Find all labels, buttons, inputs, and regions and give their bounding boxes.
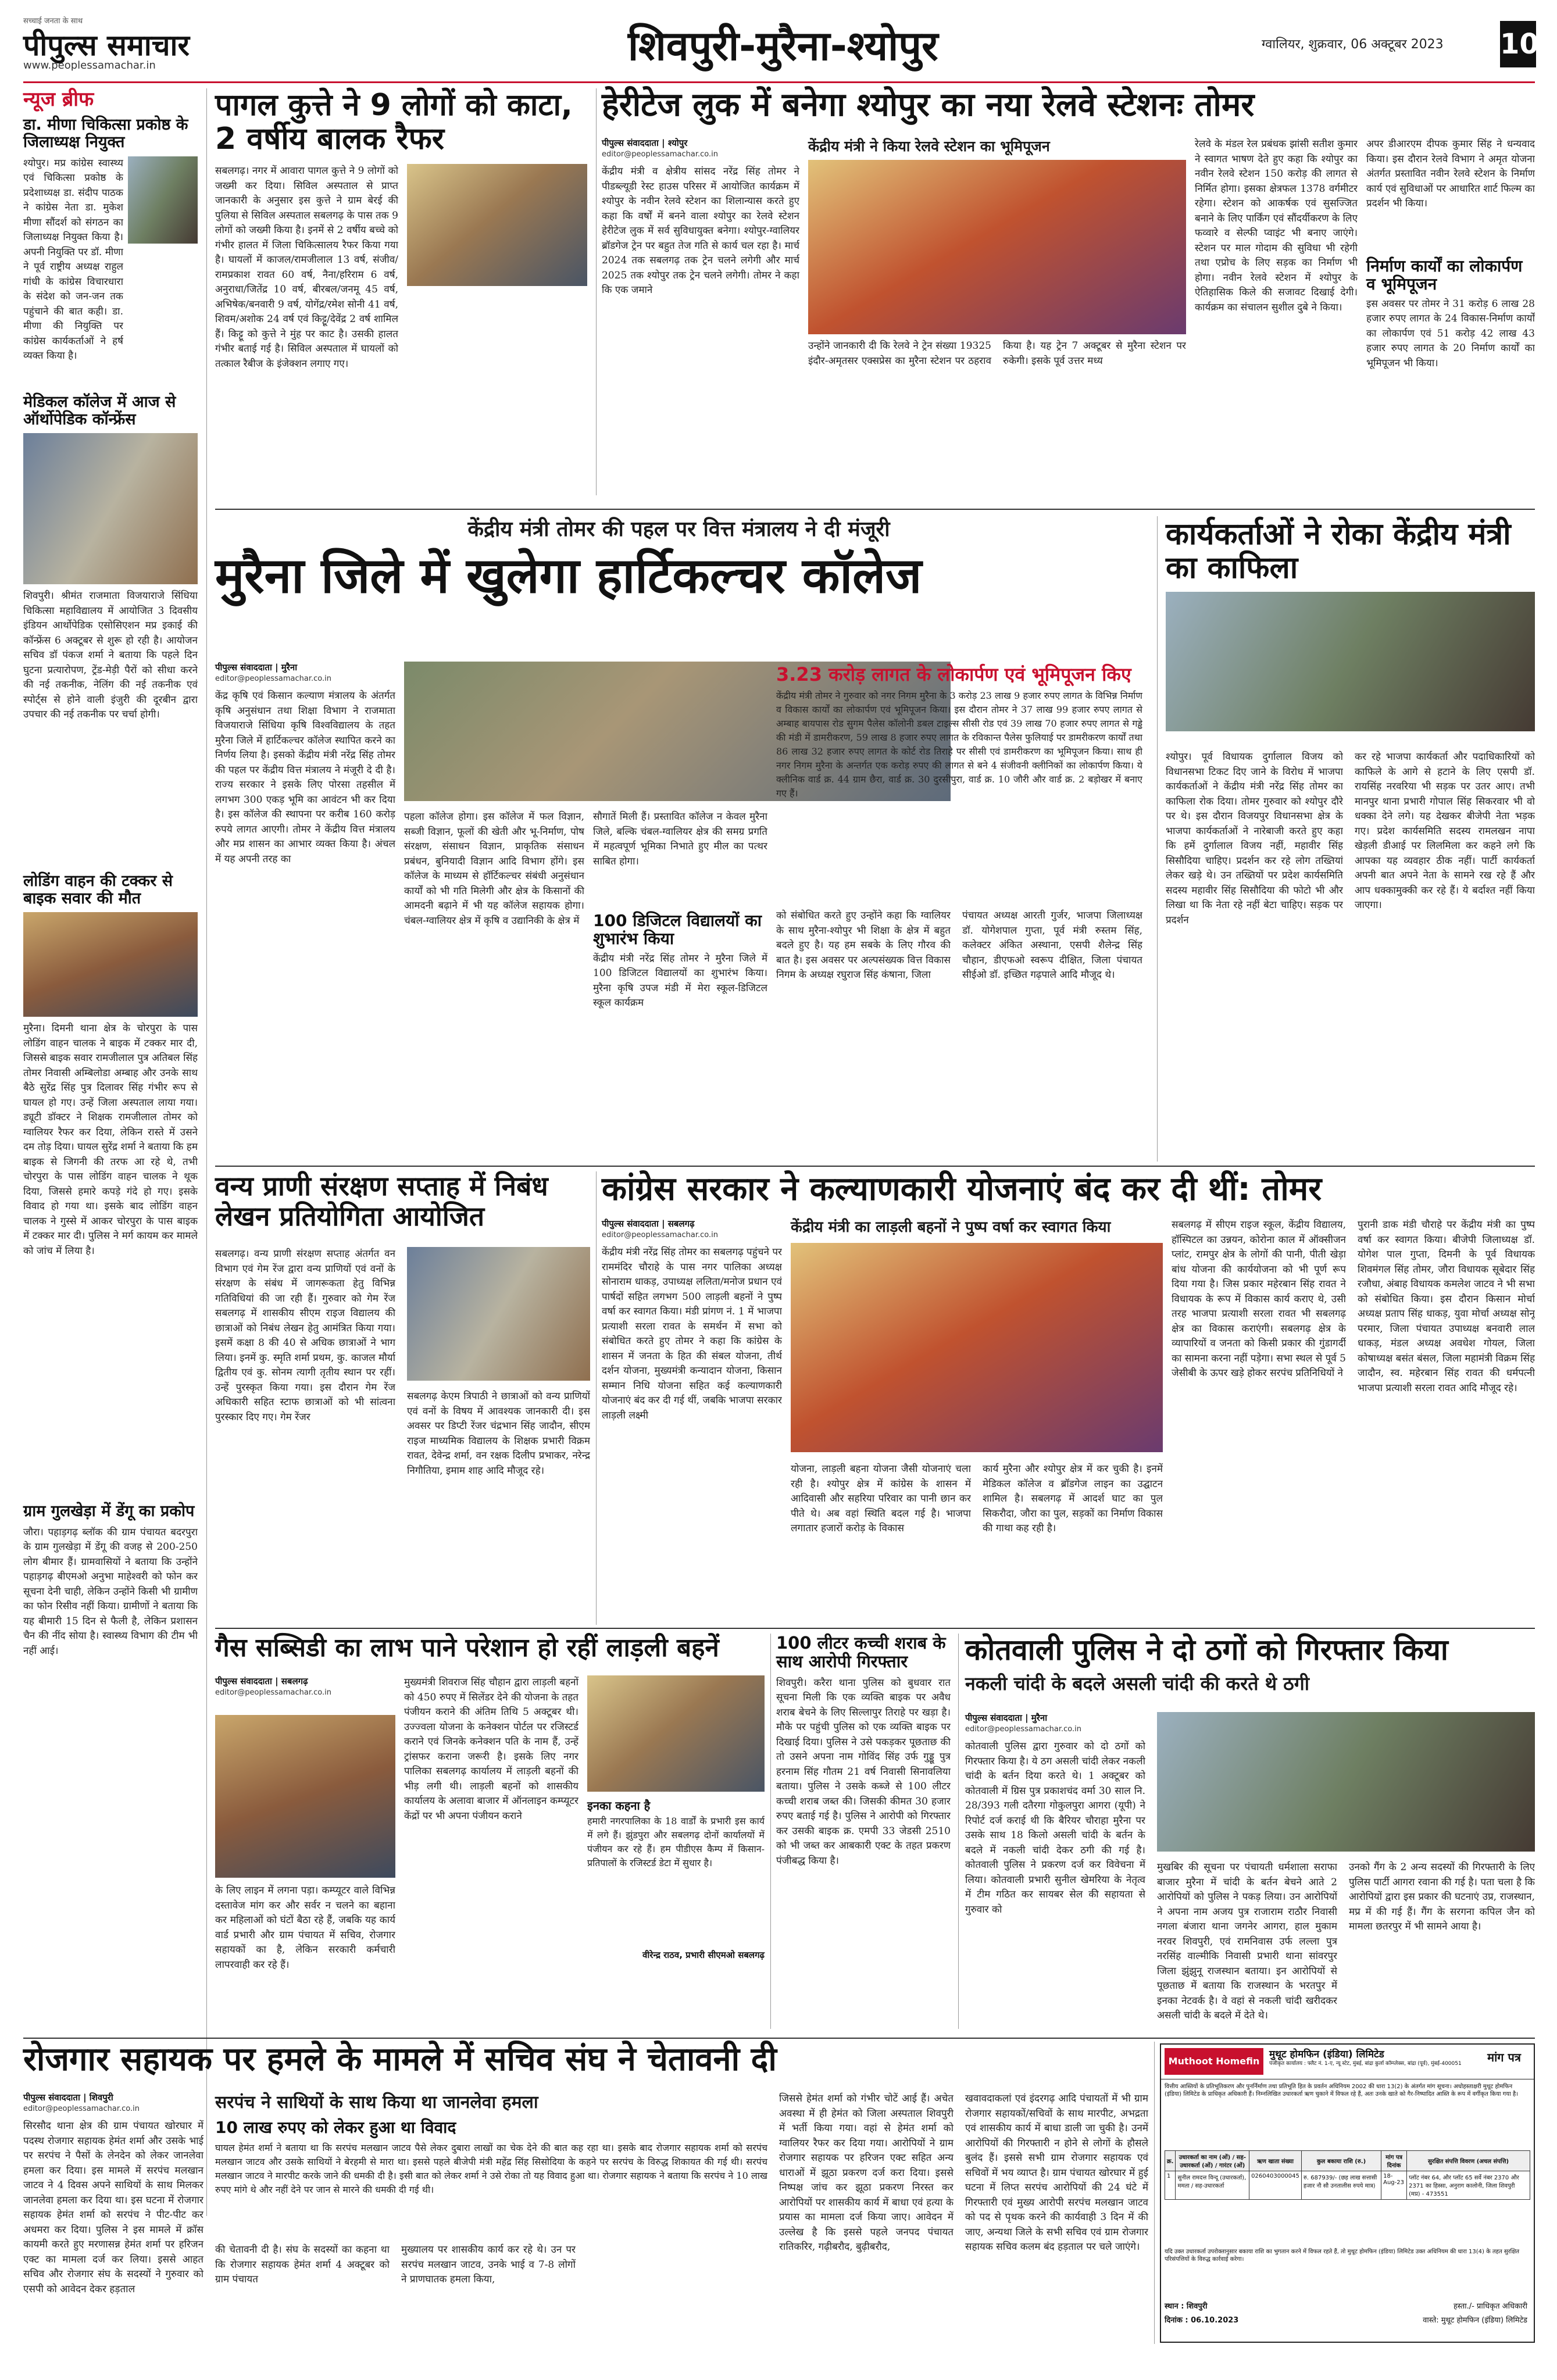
byline-email: editor@peoplessamachar.co.in (602, 1231, 718, 1239)
story-headline: रोजगार सहायक पर हमले के मामले में सचिव संघ ने चेतावनी दी (23, 2040, 777, 2078)
story-column: उन्होंने जानकारी दी कि रेलवे ने ट्रेन संख्या 19325 इंदौर-अमृतसर एक्सप्रेस का मुरैना स्टेशन पर ठहराव किया है। यह ट्रेन 7 अक्टूबर से मुरैना स्टेशन पर रुकेगी। इसके पूर्व उत्तर मध्य (808, 340, 1186, 367)
subhead-secondary: 10 लाख रुपए को लेकर हुआ था विवाद (215, 2117, 456, 2137)
story-headline: वन्य प्राणी संरक्षण सप्ताह में निबंध लेखन प्रतियोगिता आयोजित (215, 1170, 548, 1232)
story-column: जिससे हेमंत शर्मा को गंभीर चोटें आई हैं। अचेत अवस्था में ही हेमंत को जिला अस्पताल शिवपुरी में भर्ती किया गया। वहां से हेमंत शर्मा को ग्वालियर रैफर कर दिया गया। आरोपियों ने ग्राम रोजगार सहायक पर हरिजन एक्ट सहित अन्य धाराओं में झूठा प्रकरण दर्ज करा दिया। इससे निष्पक्ष जांच कर झूठा प्रकरण निरस्त कर आरोपियों पर शासकीय कार्य में बाधा एवं हत्या के प्रयास का मामला दर्ज किया जाए। आवेदन में उल्लेख है कि इससे पहले जनपद पंचायत रातिकरिर, गढ़ीबरौद, बुढ़ीबरौद, (779, 2093, 954, 2253)
story-column: पुरानी डाक मंडी चौराहे पर केंद्रीय मंत्री का पुष्प वर्षा कर स्वागत किया। बीजेपी जिलाध्यक्ष डॉ. योगेश पाल गुप्ता, दिमनी के पूर्व विधायक शिवमंगल सिंह तोमर, जौरा विधायक सूबेदार सिंह रजौधा, अंबाह विधायक कमलेश जाटव ने भी सभा को संबोधित किया। इस दौरान किसान मोर्चा अध्यक्ष प्रताप सिंह धाकड़, युवा मोर्चा अध्यक्ष सोनू परमार, जिला पंचायत उपाध्यक्ष बनवारी लाल धाकड़, मंडल अध्यक्ष अवधेश गोयल, जिला कोषाध्यक्ष बसंत बंसल, जिला महामंत्री विक्रम सिंह जादौन, स्व. महेरबान सिंह रावत की धर्मपत्नी भाजपा प्रत्याशी सरला रावत आदि मौजूद रहे। (1358, 1219, 1535, 1394)
thugs-story (965, 1634, 1535, 2029)
story-headline: पागल कुत्ते ने 9 लोगों को काटा, 2 वर्षीय बालक रैफर (215, 88, 573, 157)
story-column: श्योपुर। पूर्व विधायक दुर्गालाल विजय को विधानसभा टिकट दिए जाने के विरोध में भाजपा कार्यकर्ताओं ने केंद्रीय मंत्री नरेंद्र सिंह तोमर का काफिला रोक दिया। तोमर गुरुवार को श्योपुर दौरे पर थे। इस दौरान विजयपुर विधानसभा क्षेत्र के भाजपा कार्यकर्ताओं ने नारेबाजी करते हुए कहा कि हमें दुर्गालाल विजय नहीं, महावीर सिंह सिसौदिया चाहिए। प्रदर्शन कर रहे लोग तख्तियां लेकर खड़े थे। उन तख्तियों पर प्रदेश कार्यसमिति सदस्य महावीर सिंह सिसौदिया की फोटो भी और लिखा था कि नेता रहे नहीं बेटा चाहिए। सड़क पर प्रदर्शन (1166, 751, 1343, 926)
story-column: कर रहे भाजपा कार्यकर्ता और पदाधिकारियों को काफिले के आगे से हटाने के लिए एसपी डॉ. रायसिंह नरवरिया भी सड़क पर उतर आए। तभी मानपुर थाना प्रभारी गोपाल सिंह सिकरवार भी वो धक्का देने लगे। यह देखकर बीजेपी नेता भड़क गए। प्रदेश कार्यसमिति सदस्य रामलखन नापा खेड़ली डीआई पर लिलमिला कर कहने लगे कि आपका यह व्यवहार ठीक नहीं। पार्टी कार्यकर्ता अपनी बात अपने नेता के सामने रख रहे हैं और आप धक्कामुक्की कर रहे हैं। ये बर्दाश्त नहीं किया जाएगा। (1355, 751, 1535, 911)
story-column: कोतवाली पुलिस द्वारा गुरुवार को दो ठगों को गिरफ्तार किया है। ये ठग असली चांदी लेकर नकली चांदी के बर्तन दिया करते थे। 1 अक्टूबर को कोतवाली में ग्रिस पुत्र प्रकाशचंद वर्मा 30 साल नि. 28/393 गली दतैरगा गोकुलपुरा आगरा (यूपी) ने रिपोर्ट दर्ज कराई थी कि बैरियर चौराहा मुरैना पर उसके साथ 18 किलो असली चांदी के बर्तन के बदले में नकली चांदी देकर ठगी की गई है। कोतवाली पुलिस ने प्रकरण दर्ज कर विवेचना में लिया। कोतवाली प्रभारी सुनील खेमरिया के नेतृत्व में टीम गठित कर सायबर सेल की सहायता से गुरुवार को (965, 1741, 1145, 1916)
story-column: खवावदाकलां एवं इंदरगढ़ आदि पंचायतों में भी ग्राम रोजगार सहायकों/सचिवों के साथ मारपीट, अभद्रता एवं शासकीय कार्य में बाधा डाली जा चुकी है। उनमें आरोपियों की गिरफ्तारी न होने से लोगों के हौसले बुलंद हैं। इससे सभी ग्राम रोजगार सहायक एवं सचिवों में भय व्याप्त है। ग्राम पंचायत खोरघार में हुई घटना में लिप्त सरपंच आरोपियों की 24 घंटे में गिरफ्तारी एवं मुख्य आरोपी सरपंच मलखान जाटव को पद से पृथक करने की कार्यवाही 3 दिन में की जाए, अन्यथा जिले के सभी सचिव एवं ग्राम रोजगार सहायक सचिव कलम बंद हड़ताल पर चले जाएंगे। (965, 2093, 1148, 2253)
protest-photo (1166, 592, 1535, 731)
dateline: ग्वालियर, शुक्रवार, 06 अक्टूबर 2023 (1262, 37, 1444, 52)
story-column: रेलवे के मंडल रेल प्रबंधक झांसी सतीश कुमार ने स्वागत भाषण देते हुए कहा कि श्योपुर का नवीन रेलवे स्टेशन 150 करोड़ की लागत से निर्मित होगा। इसका क्षेत्रफल 1378 वर्गमीटर रहेगा। स्टेशन को आकर्षक एवं सुसज्जित बनाने के लिए पार्किंग एवं सौंदर्यीकरण के लिए फव्वारे व सेल्फी प्वाइंट भी बनाए जाएंगे। स्टेशन पर माल गोदाम की सुविधा भी रहेगी तथा एप्रोच के लिए सड़क का निर्माण भी होगा। नवीन रेलवे स्टेशन में श्योपुर के ऐतिहासिक किले की सजावट दिखाई देगी। कार्यक्रम का संचालन सुशील दुबे ने किया। (1195, 138, 1358, 313)
story-body: शिवपुरी। करैरा थाना पुलिस को बुधवार रात सूचना मिली कि एक व्यक्ति बाइक पर अवैध शराब बेचने के लिए सिल्लापुर तिराहे पर खड़ा है। मौके पर पहुंची पुलिस को एक व्यक्ति बाइक पर दिखाई दिया। पुलिस ने उसे पकड़कर पूछताछ की तो उसने अपना नाम गोविंद सिंह उर्फ गुड्डू पुत्र हरनाम सिंह गौतम 21 वर्ष निवासी सिनावलिया बताया। पुलिस ने उसके कब्जे से 100 लीटर कच्ची शराब जब्त की। जिसकी कीमत 30 हजार रुपए बताई गई है। पुलिस ने आरोपी को गिरफ्तार कर उसकी बाइक क्र. एमपी 33 जेडसी 2510 को भी जब्त कर आबकारी एक्ट के तहत प्रकरण पंजीबद्ध किया है। (776, 1677, 951, 1867)
table-header-cell: क्र. (1165, 2151, 1176, 2171)
table-row (1165, 2171, 1530, 2200)
brief-headline: मेडिकल कॉलेज में आज से ऑर्थोपेडिक कॉन्फ्रेंस (23, 392, 176, 428)
logo-tagline: सच्चाई जनता के साथ (23, 17, 83, 26)
accident-photo (23, 912, 198, 1017)
dog-bite-story (215, 88, 587, 495)
subhead: 100 डिजिटल विद्यालयों का शुभारंभ किया (593, 911, 762, 949)
brief-headline: डा. मीणा चिकित्सा प्रकोष्ठ के जिलाध्यक्ष नियुक्त (23, 116, 188, 152)
byline-email: editor@peoplessamachar.co.in (215, 1688, 331, 1697)
story-column: मुखबिर की सूचना पर पंचायती धर्मशाला सराफा बाजार मुरैना में चांदी के बर्तन बेचने आते 2 आरोपियों को पुलिस ने पकड़ लिया। उन आरोपियों ने अपना नाम अजय पुत्र राजाराम राठौर निवासी नगला बंजारा थाना जगनेर आगरा, हाल मुकाम नरवर शिवपुरी, एवं रामनिवास उर्फ लल्ला पुत्र नरसिंह वाल्मीकि निवासी प्रभारी थाना सांवरपुर जिला झुंझुनू राजस्थान बताया। इन आरोपियों से पूछताछ में बताया कि राजस्थान के भरतपुर में इनका नेटवर्क है। वे वहां से नकली चांदी खरीदकर असली चांदी के बदले में देते थे। (1157, 1861, 1337, 2021)
byline: पीपुल्स संवाददाता | मुरैना editor@peoplessamachar.co.in (215, 662, 395, 684)
story-headline: हेरीटेज लुक में बनेगा श्योपुर का नया रेलवे स्टेशनः तोमर (602, 86, 1255, 124)
byline: पीपुल्स संवाददाता | सबलगढ़ editor@peoplessamachar.co.in (215, 1675, 395, 1698)
table-cell: प्लॉट नंबर 64, और प्लॉट 65 सर्वे नंबर 2370 और 2371 का हिस्सा, अनुराग कालोनी, जिला शिवपुरी (मप्र) - 473551 (1407, 2171, 1530, 2200)
story-column: सबलगढ़ में सीएम राइज स्कूल, केंद्रीय विद्यालय, हॉस्पिटल का उन्नयन, कोरोना काल में ऑक्सीजन प्लांट, रामपुर क्षेत्र के लोगों की पानी, पीती खेड़ा बांध योजना की कार्ययोजना को भी पूर्ण रूप दिया गया है। जिस प्रकार महेरबान सिंह रावत ने विधायक के रूप में विकास कार्य कराए थे, उसी तरह भाजपा प्रत्याशी सरला रावत भी सबलगढ़ क्षेत्र का विकास कराएंगी। सबलगढ़ क्षेत्र के व्यापारियों व जनता को किसी प्रकार की गुंडागर्दी का सामना करना नहीं पड़ेगा। सभा स्थल से पूर्व 5 जेसीबी के ऊपर खड़े होकर सरपंच प्रतिनिधियों ने (1172, 1219, 1346, 1379)
story-headline: 100 लीटर कच्ची शराब के साथ आरोपी गिरफ्तार (776, 1633, 946, 1672)
hospital-photo (407, 164, 587, 286)
news-brief-label: न्यूज ब्रीफ (23, 88, 94, 111)
notice-signatory: हस्ता./- प्राधिकृत अधिकारी (1453, 2302, 1527, 2311)
story-headline: मुरैना जिले में खुलेगा हार्टिकल्चर कॉलेज (215, 547, 922, 604)
section-title: शिवपुरी-मुरैना-श्योपुर (628, 22, 938, 70)
story-column: कार्य मुरैना और श्योपुर क्षेत्र में कर चुकी है। इनमें मेडिकल कॉलेज व ब्रॉडगेज लाइन का उद्घाटन शामिल है। सबलगढ़ में आदर्श घाट का पुल सिकरौदा, जौरा का पुल, सड़कों का निर्माण विकास की गाथा कह रही है। (983, 1463, 1163, 1534)
story-column: इस अवसर पर तोमर ने 31 करोड़ 6 लाख 28 हजार रुपए लागत के 24 विकास-निर्माण कार्यों का लोकार्पण एवं 51 करोड़ 42 लाख 43 हजार रुपए लागत के 20 निर्माण कार्यों का भूमिपूजन भी किया। (1366, 298, 1535, 369)
story-column: सबलगढ़। वन्य प्राणी संरक्षण सप्ताह अंतर्गत वन विभाग एवं गेम रेंज द्वारा वन्य प्राणियों एवं वनों के संरक्षण के संबंध में जागरूकता हेतु विभिन्न गतिविधियां की जा रही हैं। गुरुवार को गेम रेंज सबलगढ़ में शासकीय सीएम राइज विद्यालय की छात्राओं को निबंध लेखन हेतु आमंत्रित किया गया। इसमें कक्षा 8 की 40 से अधिक छात्राओं ने भाग लिया। इनमें कु. स्मृति शर्मा प्रथम, कु. काजल मौर्या द्वितीय एवं कु. सोनम त्यागी तृतीय स्थान पर रहीं। उन्हें पुरस्कृत किया गया। इस दौरान गेम रेंज अधिकारी सहित स्टाफ छात्राओं को भी सांत्वना पुरस्कार दिए गए। गेम रेंजर (215, 1248, 395, 1423)
story-column: मुख्यालय पर शासकीय कार्य कर रहे थे। उन पर सरपंच मलखान जाटव, उनके भाई व 7-8 लोगों ने प्राणघातक हमला किया, (401, 2244, 576, 2285)
notice-place: स्थान : शिवपुरी (1165, 2302, 1208, 2311)
story-kicker: केंद्रीय मंत्री तोमर की पहल पर वित्त मंत्रालय ने दी मंजूरी (467, 517, 890, 541)
story-column: मुख्यमंत्री शिवराज सिंह चौहान द्वारा लाड़ली बहनों को 450 रुपए में सिलेंडर देने की योजना के तहत पंजीयन कराने की अंतिम तिथि 5 अक्टूबर थी। उज्ज्वला योजना के कनेक्शन पोर्टल पर रजिस्टर्ड कराने एवं जिनके कनेक्शन पति के नाम हैं, उन्हें ट्रांसफर कराना जरूरी है। इसके लिए नगर पालिका सबलगढ़ कार्यालय में लाड़ली बहनों की भीड़ लगी थी। लाड़ली बहनों को शासकीय कार्यालय के अलावा बाजार में ऑनलाइन कम्प्यूटर केंद्रों पर भी अपना पंजीयन कराने (404, 1677, 578, 1822)
story-column: को संबोधित करते हुए उन्होंने कहा कि ग्वालियर के साथ मुरैना-श्योपुर भी शिक्षा के क्षेत्र में बहुत बदले हुए है। यह हम सबके के लिए गौरव की बात है। इस अवसर पर अल्पसंख्यक वित्त विकास निगम के अध्यक्ष रघुराज सिंह कंषाना, जिला (776, 910, 951, 981)
table-header-cell: ऋण खाता संख्या (1249, 2151, 1302, 2171)
notice-footer: यदि उक्त उधारकर्ता उपरोक्तानुसार बकाया राशि का भुगतान करने में विफल रहते हैं, तो मुथूट होमफिन (इंडिया) लिमिटेड उक्त अधिनियम की धारा 13(4) के तहत सुरक्षित परिसंपत्तियों के विरुद्ध कार्रवाई करेगा। (1165, 2249, 1520, 2263)
railway-story (602, 87, 1535, 506)
essay-story (215, 1171, 590, 1625)
brief-body: जौरा। पहाड़गढ़ ब्लॉक की ग्राम पंचायत बदरपुरा के ग्राम गुलखेड़ा में डेंगू की वजह से 200-250 लोग बीमार हैं। ग्रामवासियों ने बताया कि उन्होंने पहाड़गढ़ बीएमओ अनुभा माहेश्वरी को फोन कर सूचना देनी चाही, लेकिन उन्होंने किसी भी ग्रामीण का फोन रिसीव नहीं किया। ग्रामीणों ने बताया कि यह बीमारी 15 दिन से फैली है, लेकिन प्रशासन चैन की नींद सोया है। स्वास्थ्य विभाग की टीम भी नहीं आई। (23, 1526, 198, 1657)
sachiv-story (23, 2042, 1148, 2344)
byline: पीपुल्स संवाददाता | सबलगढ़ editor@peoplessamachar.co.in (602, 1218, 782, 1241)
quote-label: इनका कहना है (587, 1799, 651, 1813)
liquor-story (776, 1634, 951, 2029)
story-column: केंद्रीय मंत्री नरेंद्र सिंह तोमर ने मुरैना जिले में 100 डिजिटल विद्यालयों का शुभारंभ किया। मुरैना कृषि उपज मंडी में मेरा स्कूल-डिजिटल स्कूल कार्यक्रम (593, 952, 767, 1009)
story-headline: कार्यकर्ताओं ने रोका केंद्रीय मंत्री का काफिला (1166, 517, 1511, 586)
competition-photo (407, 1247, 590, 1381)
queue-photo (215, 1715, 395, 1878)
byline: पीपुल्स संवाददाता | शिवपुरी editor@peoplessamachar.co.in (23, 2092, 203, 2114)
subhead: सरपंच ने साथियों के साथ किया था जानलेवा हमला (215, 2092, 538, 2113)
story-column: सिरसौद थाना क्षेत्र की ग्राम पंचायत खोरघार में पदस्थ रोजगार सहायक हेमंत शर्मा और उसके भाई पर सरपंच ने पैसों के लेनदेन को लेकर जानलेवा हमला कर दिया। इस मामले में सरपंच मलखान जाटव ने 4 दिवस अपने साथियों के साथ मिलकर जानलेवा हमला कर दिया था। इस घटना में रोजगार सहायक हेमंत शर्मा को सरपंच ने पीट-पीट कर अधमरा कर दिया। पुलिस ने इस मामले में क्रॉस कायमी करते हुए मरणासन्न हेमंत शर्मा पर हरिजन एक्ट का मामला दर्ज कर लिया। इससे आहत सचिव और रोजगार संघ के सदस्यों ने गुरुवार को एसपी को आवेदन देकर हड़ताल (23, 2120, 203, 2295)
byline-email: editor@peoplessamachar.co.in (602, 150, 718, 159)
story-column: सौगातें मिली हैं। प्रस्तावित कॉलेज न केवल मुरैना जिले, बल्कि चंबल-ग्वालियर क्षेत्र की समग्र प्रगति में महत्वपूर्ण भूमिका निभाते हुए मील का पत्थर साबित होगा। (593, 811, 767, 867)
logo-text: पीपुल्स समाचार (23, 28, 190, 62)
brief-body: मुरैना। दिमनी थाना क्षेत्र के चोरपुरा के पास लोडिंग वाहन चालक ने बाइक में टक्कर मार दी, जिससे बाइक सवार रामजीलाल पुत्र अतिबल सिंह तोमर निवासी अम्बिलोडा अम्बाह और उनके साथ बैठे सुरेंद्र सिंह पुत्र दिलावर सिंह गंभीर रूप से घायल हो गए। उन्हें जिला अस्पताल लाया गया। ड्यूटी डॉक्टर ने शिक्षक रामजीलाल तोमर को ग्वालियर रैफर कर दिया, लेकिन रास्ते में उसने दम तोड़ दिया। घायल सुरेंद्र शर्मा ने बताया कि हम बाइक से जिगनी की तरफ आ रहे थे, तभी चोरपुरा के पास लोडिंग वाहन चालक ने थूक दिया, जिससे हमारे कपड़े गंदे हो गए। इसके विवाद हो गया था। इसके बाद लोडिंग वाहन चालक ने गुस्से में आकर चोरपुरा के पास बाइक में टक्कर मार दी। पुलिस ने मर्ग कायम कर मामले को जांच में लिया है। (23, 1023, 198, 1257)
table-header-cell: मांग पत्र दिनांक (1381, 2151, 1407, 2171)
byline-email: editor@peoplessamachar.co.in (23, 2104, 140, 2113)
convoy-story (1166, 517, 1535, 1157)
notice-intro: वित्तीय आस्तियों के प्रतिभूतिकरण और पुनर्निर्माण तथा प्रतिभूति हित के प्रवर्तन अधिनियम 2002 की धारा 13(2) के अंतर्गत मांग सूचना। अधोहस्ताक्षरी मुथूट होमफिन (इंडिया) लिमिटेड के प्राधिकृत अधिकारी हैं। निम्नलिखित उधारकर्ता ऋण चुकाने में विफल रहे हैं, अतः उनके खाते को गैर-निष्पादित आस्ति के रूप में वर्गीकृत किया गया है। (1165, 2084, 1518, 2097)
quote-box (587, 1799, 765, 2026)
masthead (23, 15, 1539, 79)
gas-subsidy-story (215, 1634, 765, 2029)
publication-logo (23, 15, 267, 62)
story-headline: कांग्रेस सरकार ने कल्याणकारी योजनाएं बंद कर दी थीं: तोमर (602, 1170, 1322, 1208)
byline-email: editor@peoplessamachar.co.in (215, 674, 331, 683)
website-link[interactable]: www.peoplessamachar.in (23, 59, 156, 72)
portrait-photo (128, 156, 198, 244)
conference-photo (23, 433, 198, 584)
story-headline: कोतवाली पुलिस ने दो ठगों को गिरफ्तार किया (965, 1633, 1448, 1667)
left-column (23, 88, 198, 2286)
college-story (215, 516, 1142, 1162)
table-header-cell: सुरक्षित संपत्ति विवरण (अचल संपत्ति) (1407, 2151, 1530, 2171)
notice-address: पंजीकृत कार्यालय : फ्लैट नं. 1-ए, न्यू स्टेट, मुंबई, बांद्रा कुर्ला कॉम्प्लेक्स, बांद्रा (पूर्व), मुंबई-400051 (1269, 2061, 1462, 2067)
byline: पीपुल्स संवाददाता | श्योपुर editor@peoplessamachar.co.in (602, 137, 799, 160)
story-headline: गैस सब्सिडी का लाभ पाने परेशान हो रहीं लाड़ली बहनें (215, 1633, 719, 1663)
story-body: सबलगढ़। नगर में आवारा पागल कुत्ते ने 9 लोगों को जख्मी कर दिया। सिविल अस्पताल से प्राप्त जानकारी के अनुसार इस कुत्ते ने ग्राम बेरई की पुलिया से सिविल अस्पताल सबलगढ़ के पास तक 9 लोगों को जख्मी किया है। इनमें से 2 वर्षीय बच्चे को गंभीर हालत में जिला चिकित्सालय रैफर किया गया है। घायलों में काजल/रामजीलाल 13 वर्ष, संजीव/रामप्रकाश रावत 60 वर्ष, नैना/हरिराम 6 वर्ष, अनुराधा/जितेंद्र 10 वर्ष, बीरबल/जनमू 45 वर्ष, अभिषेक/बनवारी 9 वर्ष, योगेंद्र/रमेश सोनी 41 वर्ष, शिवम/अशोक 24 वर्ष एवं किट्टू/देवेंद्र 2 वर्ष शामिल हैं। किट्टू को कुत्ते ने मुंह पर काट है। उसकी हालत गंभीर बताई गई है। सिविल अस्पताल में घायलों को तत्काल रैबीज के इंजेक्शन लगाए गए। (215, 165, 398, 370)
story-column: उनको गैंग के 2 अन्य सदस्यों की गिरफ्तारी के लिए पुलिस पार्टी आगरा रवाना की गई है। पता चला है कि आरोपियों द्वारा इस प्रकार की घटनाएं उप्र, राजस्थान, मप्र में की गई हैं। गैंग के सरगना कपिल जैन को मामला छतरपुर में भी सामने आया है। (1349, 1861, 1535, 1932)
brief-body: शिवपुरी। श्रीमंत राजमाता विजयाराजे सिंधिया चिकित्सा महाविद्यालय में आयोजित 3 दिवसीय इंडियन आर्थोपेडिक एसोसिएशन मप्र इकाई की कॉन्फ्रेंस 6 अक्टूबर से शुरू हो रही है। आयोजन सचिव डॉ पंकज शर्मा ने बताया कि पहले दिन घुटना प्रत्यारोपण, ट्रेंड-मेड़ी पैरों को सीधा करने की नई तकनीक, नेलिंग की नई तकनीक एवं स्पोर्ट्स से होने वाली इंजुरी की दूरबीन द्वारा उपचार की नई तकनीक पर चर्चा होगी। (23, 590, 198, 721)
legal-notice (1160, 2043, 1535, 2343)
story-lead: घायल हेमंत शर्मा ने बताया था कि सरपंच मलखान जाटव पैसे लेकर दुबारा लाखों का चेक देने की बात कह रहा था। इसके बाद रोजगार सहायक शर्मा को सरपंच मलखान जाटव और उसके साथियों ने बेरहमी से मारा था। इससे पहले बीजेपी मंत्री महेंद्र सिंह सिसोदिया के कहने पर सरपंच के विरुद्ध शिकायत की गई थी। सरपंच मलखान जाटव ने मारपीट करके जाने की धमकी दी है। इसी बात को लेकर शर्मा ने उसे रोका तो यह विवाद हुआ था। रोजगार सहायक ने बताया कि सरपंच ने 10 लाख रुपए मांगे थे और नहीं देने पर जान से मारने की धमकी दी गई थी। (215, 2142, 767, 2195)
story-column: अपर डीआरएम दीपक कुमार सिंह ने धन्यवाद किया। इस दौरान रेलवे विभाग ने अमृत योजना अंतर्गत प्रस्तावित नवीन रेलवे स्टेशन के निर्माण कार्य एवं सुविधाओं पर आधारित शार्ट फिल्म का प्रदर्शन भी किया। (1366, 138, 1535, 209)
congress-story (602, 1171, 1535, 1625)
story-column: केंद्रीय मंत्री नरेंद्र सिंह तोमर का सबलगढ़ पहुंचने पर राममंदिर चौराहे के पास नगर पालिका अध्यक्ष सोनाराम धाकड़, उपाध्यक्ष ललिता/मनोज प्रधान एवं पार्षदों सहित लगभग 500 लाड़ली बहनों ने पुष्प वर्षा कर स्वागत किया। मंडी प्रांगण नं. 1 में भाजपा प्रत्याशी सरला रावत के समर्थन में सभा को संबोधित करते हुए तोमर ने कहा कि कांग्रेस के शासन में जनता के हित की संबल योजना, तीर्थ दर्शन योजना, मुख्यमंत्री कन्यादान योजना, किसान सम्मान निधि योजना सहित कई कल्याणकारी योजनाएं बंद कर दी गई थीं, जबकि भाजपा सरकार लाड़ली लक्ष्मी (602, 1246, 782, 1421)
page-number: 10 (1500, 21, 1536, 67)
byline-email: editor@peoplessamachar.co.in (965, 1725, 1081, 1734)
railway-ceremony-photo (808, 160, 1186, 334)
table-cell: सुनील रामदत्त विन्दू (उधारकर्ता), ममता / सह-उधारकर्ता (1176, 2171, 1249, 2200)
table-cell: रु. 687939/- (छह लाख सत्तासी हजार नौ सौ उनतालीस रुपये मात्र) (1301, 2171, 1381, 2200)
quote-author: वीरेन्द्र राठव, प्रभारी सीएमओ सबलगढ़ (642, 1950, 765, 1961)
notice-signatory-company: वास्ते: मुथूट होमफिन (इंडिया) लिमिटेड (1423, 2316, 1527, 2325)
story-lead: केंद्रीय मंत्री तोमर ने गुरुवार को नगर निगम मुरैना के 3 करोड़ 23 लाख 9 हजार रुपए लागत के विभिन्न निर्माण व विकास कार्यों का लोकार्पण एवं भूमिपूजन किया। इस दौरान तोमर ने 37 लाख 99 हजार रुपए लागत से अम्बाह बायपास रोड सुगम पैलेस कॉलोनी डबल टाइल्स सीसी रोड एवं 39 लाख 70 हजार रुपए लागत से गड्ढे की मंडी में डामरीकरण, 59 लाख 8 हजार रुपए लागत के रविकान्त पैलेस फुलियाई पर डामरीकरण कार्यों तथा 86 लाख 32 हजार रुपए लागत के कोर्ट रोड तिराहे पर सीसी एवं डामरीकरण का भूमिपूजन किया। साथ ही नगर निगम मुरैना के अन्तर्गत एक करोड़ रुपए की लागत से बने 4 संजीवनी क्लीनिकों का लोकार्पण किया। ये क्लीनिक वार्ड क्र. 44 ग्राम छैरा, वार्ड क्र. 30 दुरसीपुरा, वार्ड क्र. 10 जौरी और वार्ड क्र. 2 बड़ोखर में बनाए गए हैं। (776, 689, 1142, 799)
table-cell: 0260403000045 (1249, 2171, 1302, 2200)
story-column: पहला कॉलेज होगा। इस कॉलेज में फल विज्ञान, सब्जी विज्ञान, फूलों की खेती और भू-निर्माण, पोष संरक्षण, संसाधन विज्ञान, प्राकृतिक संसाधन प्रबंधन, बुनियादी विज्ञान आदि विभाग होंगे। इस कॉलेज के माध्यम से हॉर्टिकल्चर संबंधी अनुसंधान कार्यों को भी गति मिलेगी और क्षेत्र के किसानों की आमदनी बढ़ाने में भी यह कॉलेज सहायक होगा। चंबल-ग्वालियर क्षेत्र में कृषि व उद्यानिकी के क्षेत्र में (404, 811, 584, 927)
brief-headline: लोडिंग वाहन की टक्कर से बाइक सवार की मौत (23, 872, 173, 908)
story-column: पंचायत अध्यक्ष आरती गुर्जर, भाजपा जिलाध्यक्ष डॉ. योगेशपाल गुप्ता, पूर्व मंत्री रुस्तम सिंह, कलेक्टर अंकित अस्थाना, एसपी शैलेन्द्र सिंह चौहान, डीएफओ स्वरूप दीक्षित, जिला पंचायत सीईओ डॉ. इच्छित गढ़पाले आदि मौजूद थे। (962, 910, 1142, 981)
story-column: योजना, लाड़ली बहना योजना जैसी योजनाएं चला रही है। श्योपुर क्षेत्र में कांग्रेस के शासन में आदिवासी और सहरिया परिवार का पानी छान कर पीते थे। अब वहां स्थिति बदल गई है। भाजपा लगातार हजारों करोड़ के विकास (791, 1463, 971, 1534)
notice-date: दिनांक : 06.10.2023 (1165, 2316, 1239, 2325)
table-cell: 18-Aug-23 (1381, 2171, 1407, 2200)
notice-logo: Muthoot Homefin (1165, 2048, 1263, 2075)
subhead: नकली चांदी के बदले असली चांदी की करते थे ठगी (965, 1673, 1310, 1695)
notice-table (1165, 2150, 1530, 2200)
notice-company: मुथूट होमफिन (इंडिया) लिमिटेड (1269, 2049, 1384, 2060)
story-headline: 3.23 करोड़ लागत के लोकार्पण एवं भूमिपूजन किए (776, 663, 1131, 685)
photo-caption: केंद्रीय मंत्री ने किया रेलवे स्टेशन का भूमिपूजन (808, 138, 1050, 155)
story-column: सबलगढ़ केएम त्रिपाठी ने छात्राओं को वन्य प्राणियों एवं वनों के विषय में आवश्यक जानकारी दी। इस अवसर पर डिप्टी रेंजर चंद्रभान सिंह जादौन, सीएम राइज माध्यमिक विद्यालय के शिक्षक प्रभारी विक्रम रावत, देवेन्द्र शर्मा, वन रक्षक दिलीप प्रभाकर, नरेन्द्र निगौतिया, इमाम शाह आदि मौजूद रहे। (407, 1391, 590, 1477)
police-arrest-photo (1157, 1712, 1535, 1852)
story-column: के लिए लाइन में लगना पड़ा। कम्प्यूटर वाले विभिन्न दस्तावेज मांग कर और सर्वर न चलने का बहाना कर महिलाओं को घंटों बैठा रहे हैं, जबकि यह कार्य वार्ड प्रभारी और ग्राम पंचायत में सचिव, रोजगार सहायकों का है, लेकिन सरकारी कर्मचारी लापरवाही कर रहे हैं। (215, 1885, 395, 1971)
table-cell: 1 (1165, 2171, 1176, 2200)
subhead: केंद्रीय मंत्री का लाड़ली बहनों ने पुष्प वर्षा कर स्वागत किया (791, 1218, 1111, 1236)
women-crowd-photo (587, 1675, 765, 1792)
brief-body: श्योपुर। मप्र कांग्रेस स्वास्थ्य एवं चिकित्सा प्रकोष्ठ के प्रदेशाध्यक्ष डा. संदीप पाठक ने कांग्रेस नेता डा. मुकेश मीणा सौंदर्श को संगठन का जिलाध्यक्ष नियुक्त किया है। अपनी नियुक्ति पर डॉ. मीणा ने पूर्व राष्ट्रीय अध्यक्ष राहुल गांधी के कांग्रेस विचारधारा के संदेश को जन-जन तक पहुंचाने की बात कही। डा. मीणा की नियुक्ति पर कांग्रेस कार्यकर्ताओं ने हर्ष व्यक्त किया है। (23, 157, 123, 362)
masthead-rule (23, 81, 1535, 83)
subhead: निर्माण कार्यों का लोकार्पण व भूमिपूजन (1366, 256, 1523, 294)
brief-headline: ग्राम गुलखेड़ा में डेंगू का प्रकोप (23, 1502, 195, 1521)
byline: पीपुल्स संवाददाता | मुरैना editor@peoplessamachar.co.in (965, 1712, 1145, 1735)
table-header-cell: कुल बकाया राशि (रु.) (1301, 2151, 1381, 2171)
quote-text: हमारी नगरपालिका के 18 वार्डों के प्रभारी इस कार्य में लगे हैं। झुंडपुरा और सबलगढ़ दोनों कार्यालयों में पंजीयन कर रहे हैं। हम पीडीएस कैम्प में किसान-प्रतिपालों के रजिस्टर्ड डेटा में सुधार है। (587, 1816, 765, 1869)
story-column: केंद्रीय मंत्री व क्षेत्रीय सांसद नरेंद्र सिंह तोमर ने पीडब्ल्यूडी रेस्ट हाउस परिसर में आयोजित कार्यक्रम में श्योपुर के नवीन रेलवे स्टेशन का शिलान्यास करते हुए कहा कि वर्षों में बनने वाला श्योपुर का रेलवे स्टेशन हेरीटेज लुक में सर्व सुविधायुक्त बनेगा। श्योपुर-ग्वालियर ब्रॉडगेज ट्रेन पर बहुत तेज गति से कार्य चल रहा है। मार्च 2024 तक सबलगढ़ तक ट्रेन चलने लगेगी और मार्च 2025 तक श्योपुर तक ट्रेन चलने लगेगी। तोमर ने कहा कि एक जमाने (602, 166, 799, 296)
table-header-cell: उधारकर्ता का नाम (ओं) / सह-उधारकर्ता (ओं) / गारंटर (ओं) (1176, 2151, 1249, 2171)
story-column: की चेतावनी दी है। संघ के सदस्यों का कहना था कि रोजगार सहायक हेमंत शर्मा 4 अक्टूबर को ग्राम पंचायत (215, 2244, 390, 2285)
inauguration-story (776, 664, 1142, 1147)
notice-title: मांग पत्र (1487, 2050, 1521, 2064)
table-header-row (1165, 2151, 1530, 2171)
story-column: केंद्र कृषि एवं किसान कल्याण मंत्रालय के अंतर्गत कृषि अनुसंधान तथा शिक्षा विभाग ने राजमाता विजयाराजे सिंधिया कृषि विश्वविद्यालय के तहत मुरैना जिले में हार्टिकल्चर कॉलेज स्थापित करने का निर्णय लिया है। इसको केंद्रीय मंत्री नरेंद्र सिंह तोमर की पहल पर केंद्रीय वित्त मंत्रालय ने मंजूरी दे दी है। राज्य सरकार ने इसके लिए पोरसा तहसील में लगभग 300 एकड़ भूमि का आवंटन भी कर दिया है। इस कॉलेज की स्थापना पर करीब 160 करोड़ रुपये लागत आएगी। तोमर ने केंद्रीय वित्त मंत्रालय और मप्र शासन का आभार व्यक्त किया है। अंचल में यह अपनी तरह का (215, 690, 395, 865)
welcome-rally-photo (791, 1243, 1163, 1452)
